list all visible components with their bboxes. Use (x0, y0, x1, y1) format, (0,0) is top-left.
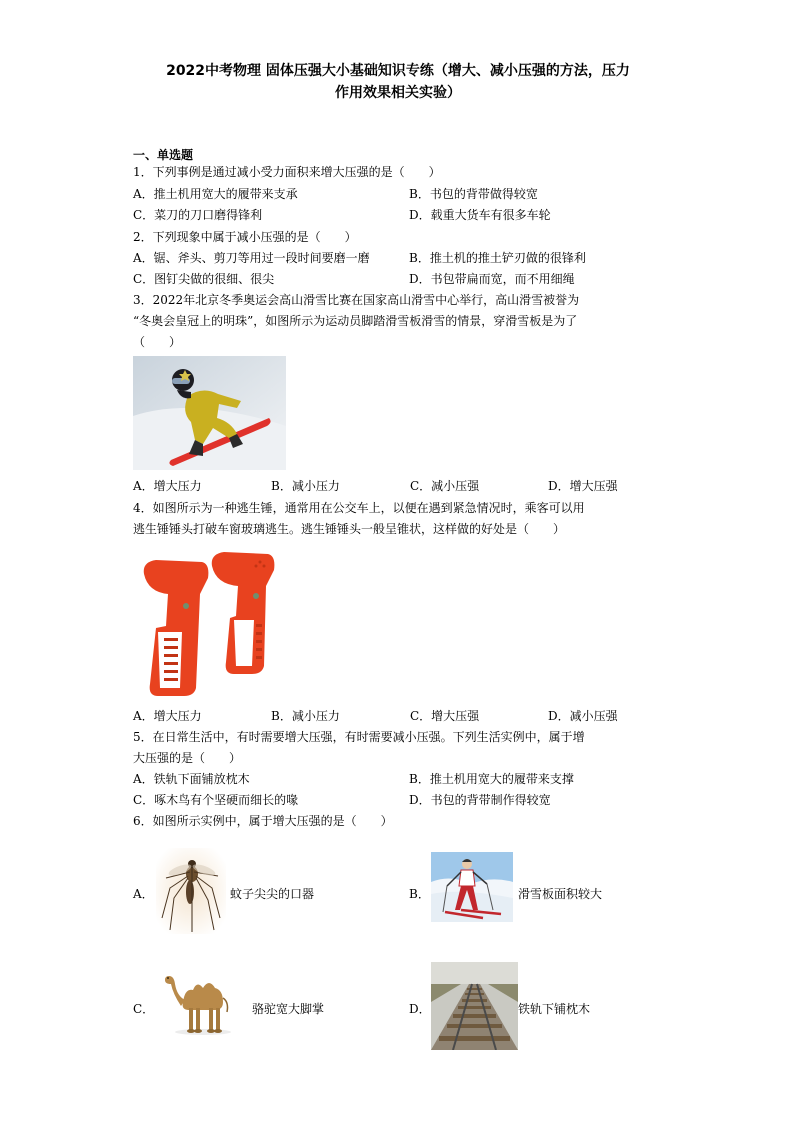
q3-stem-line-3: （ ） (133, 335, 182, 349)
q1-stem: 1．下列事例是通过减小受力面积来增大压强的是（ ） (133, 165, 441, 179)
mosquito-image (156, 848, 226, 934)
q4-option-d: D．减小压强 (548, 709, 618, 723)
q2-option-c: C．图钉尖做的很细、很尖 (133, 272, 275, 286)
q3-stem-line-2: “冬奥会皇冠上的明珠”，如图所示为运动员脚踏滑雪板滑雪的情景，穿滑雪板是为了 (133, 314, 578, 328)
q6-option-b-letter: B． (409, 887, 430, 901)
worksheet-title (118, 60, 678, 104)
q4-option-a: A．增大压力 (133, 709, 202, 723)
q5-option-c: C．啄木鸟有个坚硬而细长的喙 (133, 793, 299, 807)
q6-option-d-letter: D． (409, 1002, 431, 1016)
q6-option-d-text: 铁轨下铺枕木 (518, 1002, 591, 1016)
q6-option-b-text: 滑雪板面积较大 (518, 887, 603, 901)
q1-option-c: C．菜刀的刀口磨得锋利 (133, 208, 263, 222)
q1-option-b: B．书包的背带做得较宽 (409, 187, 538, 201)
q4-stem-line-1: 4．如图所示为一种逃生锤，通常用在公交车上，以便在遇到紧急情况时，乘客可以用 (133, 501, 585, 515)
q5-option-a: A．铁轨下面铺放枕木 (133, 772, 250, 786)
q3-option-d: D．增大压强 (548, 479, 618, 493)
q2-option-a: A．锯、斧头、剪刀等用过一段时间要磨一磨 (133, 251, 370, 265)
skier-image (431, 852, 513, 922)
q3-option-b: B．减小压力 (271, 479, 340, 493)
q2-option-d: D．书包带扁而宽，而不用细绳 (409, 272, 575, 286)
escape-hammer-image (136, 548, 288, 700)
q3-option-a: A．增大压力 (133, 479, 202, 493)
q4-stem-line-2: 逃生锤锤头打破车窗玻璃逃生。逃生锤锤头一般呈锥状，这样做的好处是（ ） (133, 522, 566, 536)
railway-image (431, 962, 518, 1050)
q1-option-d: D．载重大货车有很多车轮 (409, 208, 551, 222)
q1-option-a: A．推土机用宽大的履带来支承 (133, 187, 298, 201)
section-heading: 一、单选题 (133, 148, 194, 162)
q5-stem-line-1: 5．在日常生活中，有时需要增大压强，有时需要减小压强。下列生活实例中，属于增 (133, 730, 585, 744)
q6-option-c-letter: C． (133, 1002, 155, 1016)
q2-stem: 2．下列现象中属于减小压强的是（ ） (133, 230, 357, 244)
q4-option-c: C．增大压强 (410, 709, 480, 723)
q6-option-a-letter: A． (133, 887, 154, 901)
q3-stem-line-1: 3．2022年北京冬季奥运会高山滑雪比赛在国家高山滑雪中心举行，高山滑雪被誉为 (133, 293, 580, 307)
snowboarder-image (133, 356, 286, 470)
q4-option-b: B．减小压力 (271, 709, 340, 723)
q6-option-a-text: 蚊子尖尖的口器 (230, 887, 315, 901)
q5-stem-line-2: 大压强的是（ ） (133, 751, 242, 765)
camel-image (163, 966, 243, 1038)
title-line-1: 2022中考物理 固体压强大小基础知识专练（增大、减小压强的方法，压力 (166, 63, 630, 79)
q5-option-b: B．推土机用宽大的履带来支撑 (409, 772, 574, 786)
q5-option-d: D．书包的背带制作得较宽 (409, 793, 551, 807)
q3-option-c: C．减小压强 (410, 479, 480, 493)
q6-stem: 6．如图所示实例中，属于增大压强的是（ ） (133, 814, 393, 828)
q6-option-c-text: 骆驼宽大脚掌 (252, 1002, 325, 1016)
q2-option-b: B．推土机的推土铲刃做的很锋利 (409, 251, 586, 265)
title-line-2: 作用效果相关实验） (335, 85, 461, 101)
